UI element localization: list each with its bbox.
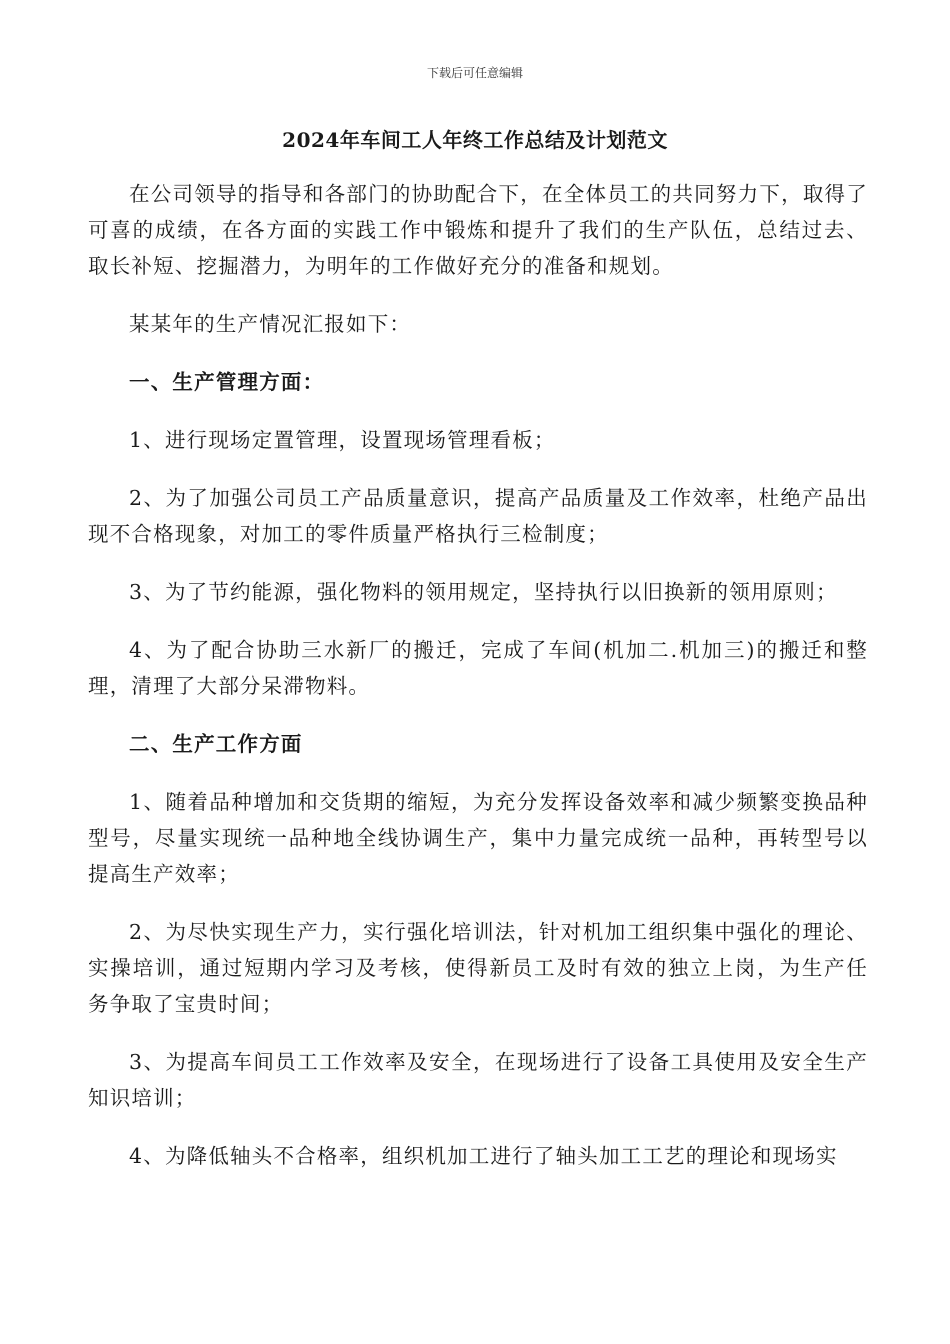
section-heading-production: 二、生产工作方面 [129, 732, 303, 756]
management-item-4: 4、为了配合协助三水新厂的搬迁，完成了车间(机加二.机加三)的搬迁和整理，清理了大部分呆滞物料。 [88, 638, 868, 698]
production-item-3: 3、为提高车间员工工作效率及安全，在现场进行了设备工具使用及安全生产知识培训； [88, 1050, 868, 1110]
management-item-1: 1、进行现场定置管理，设置现场管理看板； [129, 428, 556, 452]
production-item-1: 1、随着品种增加和交货期的缩短，为充分发挥设备效率和减少频繁变换品种型号，尽量实现统一品种地全线协调生产，集中力量完成统一品种，再转型号以提高生产效率； [88, 790, 868, 886]
report-intro-line: 某某年的生产情况汇报如下： [129, 312, 412, 336]
header-note: 下载后可任意编辑 [426, 66, 523, 80]
production-item-2: 2、为尽快实现生产力，实行强化培训法，针对机加工组织集中强化的理论、实操培训，通过短期内学习及考核，使得新员工及时有效的独立上岗，为生产任务争取了宝贵时间； [88, 920, 868, 1016]
document-body [88, 176, 868, 1174]
management-item-3: 3、为了节约能源，强化物料的领用规定，坚持执行以旧换新的领用原则； [129, 580, 838, 604]
production-item-4: 4、为降低轴头不合格率，组织机加工进行了轴头加工工艺的理论和现场实 [129, 1144, 838, 1168]
document-title: 2024年车间工人年终工作总结及计划范文 [282, 128, 668, 152]
section-heading-management: 一、生产管理方面： [129, 370, 325, 394]
management-item-2: 2、为了加强公司员工产品质量意识，提高产品质量及工作效率，杜绝产品出现不合格现象，对加工的零件质量严格执行三检制度； [88, 486, 868, 546]
intro-paragraph: 在公司领导的指导和各部门的协助配合下，在全体员工的共同努力下，取得了可喜的成绩，在各方面的实践工作中锻炼和提升了我们的生产队伍，总结过去、取长补短、挖掘潜力，为明年的工作做好充分的准备和规划。 [88, 182, 868, 278]
